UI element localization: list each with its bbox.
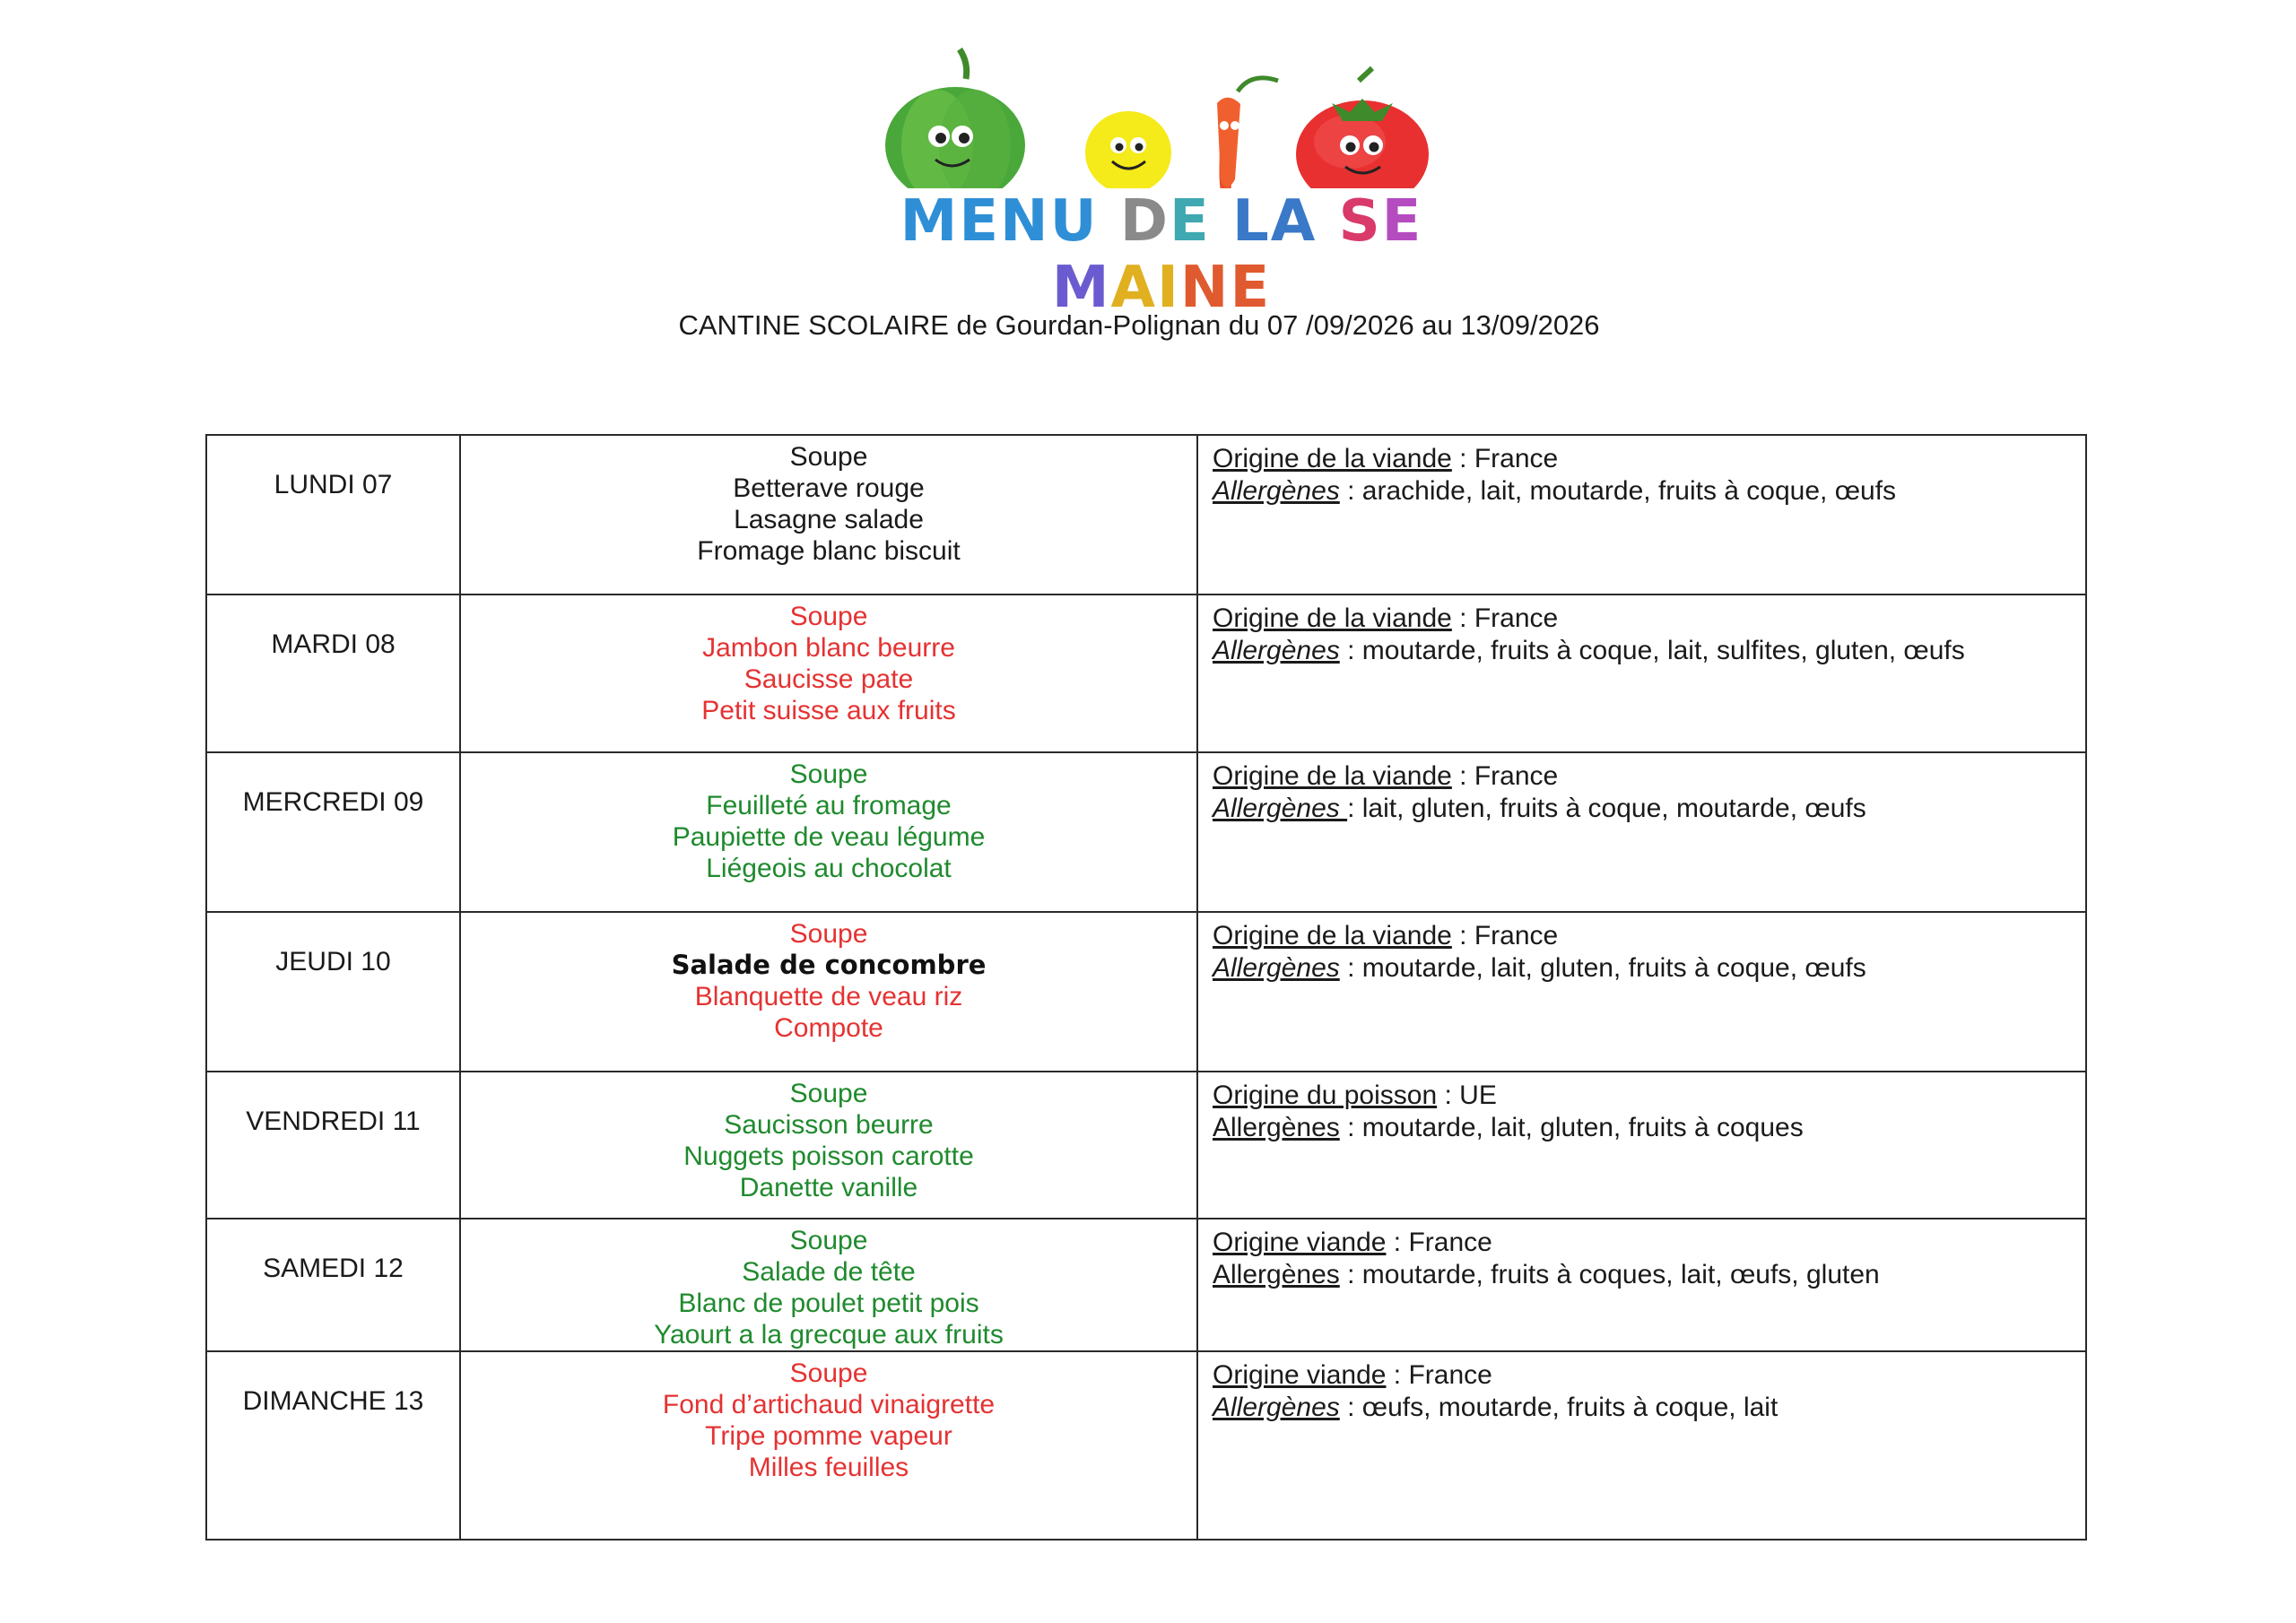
dish-item: Feuilleté au fromage (706, 791, 952, 820)
dish-item: Danette vanille (739, 1173, 918, 1202)
info-cell (1197, 752, 2086, 912)
allergen-label: Allergènes (1213, 953, 1340, 983)
day-cell: VENDREDI 11 (206, 1072, 460, 1219)
logo-title (883, 188, 1439, 321)
dish-item: Milles feuilles (748, 1453, 909, 1482)
logo-letter (1099, 188, 1120, 255)
lemon-icon (1085, 111, 1171, 188)
dish-item: Soupe (789, 919, 868, 949)
allergen-label: Allergènes (1213, 1260, 1340, 1289)
dish-item: Nuggets poisson carotte (683, 1141, 974, 1171)
dish-item: Compote (774, 1013, 883, 1043)
origin-value: : France (1386, 1360, 1492, 1390)
allergen-value: : moutarde, lait, gluten, fruits à coque, œufs (1339, 953, 1866, 983)
dish-item: Soupe (789, 1079, 868, 1108)
allergen-line (1213, 1259, 2085, 1291)
allergen-label: Allergènes (1213, 476, 1340, 506)
page-title: CANTINE SCOLAIRE de Gourdan-Polignan du 07 /09/2026 au 13/09/2026 (678, 309, 1600, 341)
info-cell (1197, 1072, 2086, 1219)
logo-letter: D (1119, 188, 1170, 255)
origin-label: Origine du poisson (1213, 1081, 1438, 1110)
info-cell (1197, 912, 2086, 1072)
allergen-line (1213, 475, 2085, 508)
dish-item: Saucisse pate (744, 664, 914, 694)
dish-item: Yaourt a la grecque aux fruits (654, 1320, 1004, 1350)
day-cell: JEUDI 10 (206, 912, 460, 1072)
origin-label: Origine viande (1213, 1228, 1387, 1257)
origin-line (1213, 1359, 2085, 1392)
allergen-line (1213, 952, 2085, 985)
dishes-cell (460, 1351, 1197, 1540)
logo-letter: M (1051, 255, 1111, 321)
info-cell (1197, 1351, 2086, 1540)
green-pumpkin-icon (885, 49, 1025, 188)
day-cell: DIMANCHE 13 (206, 1351, 460, 1540)
origin-label: Origine de la viande (1213, 603, 1452, 633)
allergen-value: : arachide, lait, moutarde, fruits à coque, œufs (1339, 476, 1897, 506)
logo-letter: U (1049, 188, 1099, 255)
dish-item: Fromage blanc biscuit (697, 536, 961, 566)
dish-item: Petit suisse aux fruits (701, 696, 956, 725)
logo-letter: L (1231, 188, 1271, 255)
table-row (206, 1072, 2086, 1219)
dish-item: Betterave rouge (733, 473, 925, 503)
logo-letter (1317, 188, 1338, 255)
dishes-cell (460, 912, 1197, 1072)
table-row (206, 1219, 2086, 1351)
dish-item: Paupiette de veau légume (672, 822, 986, 852)
logo-letter: A (1270, 188, 1318, 255)
origin-line (1213, 443, 2085, 475)
allergen-value: : lait, gluten, fruits à coque, moutarde, œufs (1347, 794, 1866, 823)
origin-line (1213, 760, 2085, 793)
logo-letter: I (1157, 255, 1180, 321)
table-row (206, 435, 2086, 595)
dishes-cell (460, 435, 1197, 595)
allergen-label: Allergènes (1213, 636, 1340, 665)
dish-item: Salade de concombre (671, 950, 987, 980)
day-cell: SAMEDI 12 (206, 1219, 460, 1351)
logo-letter: N (1000, 188, 1050, 255)
allergen-line (1213, 1112, 2085, 1144)
allergen-line (1213, 1392, 2085, 1424)
origin-line (1213, 603, 2085, 635)
logo-letter: E (959, 188, 1001, 255)
day-cell: MARDI 08 (206, 595, 460, 752)
dishes-cell (460, 752, 1197, 912)
origin-value: : France (1451, 921, 1559, 950)
dishes-cell (460, 595, 1197, 752)
origin-label: Origine viande (1213, 1360, 1387, 1390)
menu-table (205, 434, 2087, 1541)
dish-item: Saucisson beurre (724, 1110, 934, 1140)
table-row (206, 912, 2086, 1072)
origin-value: : France (1451, 444, 1559, 473)
origin-line (1213, 920, 2085, 952)
dish-item: Tripe pomme vapeur (705, 1421, 952, 1451)
vegetables-illustration (883, 36, 1439, 188)
dish-item: Blanquette de veau riz (694, 982, 963, 1011)
allergen-value: : moutarde, lait, gluten, fruits à coques (1339, 1113, 1804, 1142)
dish-item: Blanc de poulet petit pois (678, 1289, 979, 1318)
logo-letter: E (1169, 188, 1211, 255)
table-row (206, 1351, 2086, 1540)
dish-item: Soupe (789, 602, 868, 631)
carrot-icon (1217, 78, 1278, 188)
logo-letter: E (1381, 188, 1423, 255)
origin-label: Origine de la viande (1213, 761, 1452, 791)
dish-item: Soupe (789, 759, 868, 789)
allergen-label: Allergènes (1213, 1113, 1340, 1142)
dish-item: Soupe (789, 442, 868, 472)
logo-letter: S (1338, 188, 1382, 255)
dish-item: Fond d’artichaud vinaigrette (662, 1390, 996, 1419)
allergen-value: : moutarde, fruits à coque, lait, sulfites, gluten, œufs (1339, 636, 1965, 665)
logo-letter: N (1179, 255, 1231, 321)
dish-item: Soupe (789, 1358, 868, 1388)
info-cell (1197, 435, 2086, 595)
dishes-cell (460, 1219, 1197, 1351)
allergen-line (1213, 635, 2085, 667)
origin-label: Origine de la viande (1213, 444, 1452, 473)
origin-value: : France (1451, 603, 1559, 633)
dish-item: Salade de tête (742, 1257, 916, 1287)
logo-letter: M (900, 188, 960, 255)
origin-value: : France (1386, 1228, 1492, 1257)
dish-item: Lasagne salade (734, 505, 924, 534)
table-row (206, 752, 2086, 912)
allergen-value: : moutarde, fruits à coques, lait, œufs, gluten (1339, 1260, 1880, 1289)
allergen-value: : œufs, moutarde, fruits à coque, lait (1339, 1393, 1779, 1422)
origin-label: Origine de la viande (1213, 921, 1452, 950)
logo-letter: A (1110, 255, 1158, 321)
dish-item: Jambon blanc beurre (702, 633, 955, 663)
origin-line (1213, 1080, 2085, 1112)
origin-line (1213, 1227, 2085, 1259)
day-cell: MERCREDI 09 (206, 752, 460, 912)
logo-letter: E (1230, 255, 1272, 321)
dish-item: Liégeois au chocolat (706, 854, 952, 883)
table-row (206, 595, 2086, 752)
origin-value: : UE (1437, 1081, 1497, 1110)
info-cell (1197, 595, 2086, 752)
tomato-icon (1296, 68, 1429, 188)
allergen-label: Allergènes (1213, 794, 1348, 823)
dishes-cell (460, 1072, 1197, 1219)
origin-value: : France (1451, 761, 1559, 791)
day-cell: LUNDI 07 (206, 435, 460, 595)
menu-logo (883, 36, 1439, 321)
logo-letter (1211, 188, 1232, 255)
dish-item: Soupe (789, 1226, 868, 1255)
allergen-line (1213, 793, 2085, 825)
allergen-label: Allergènes (1213, 1393, 1340, 1422)
info-cell (1197, 1219, 2086, 1351)
